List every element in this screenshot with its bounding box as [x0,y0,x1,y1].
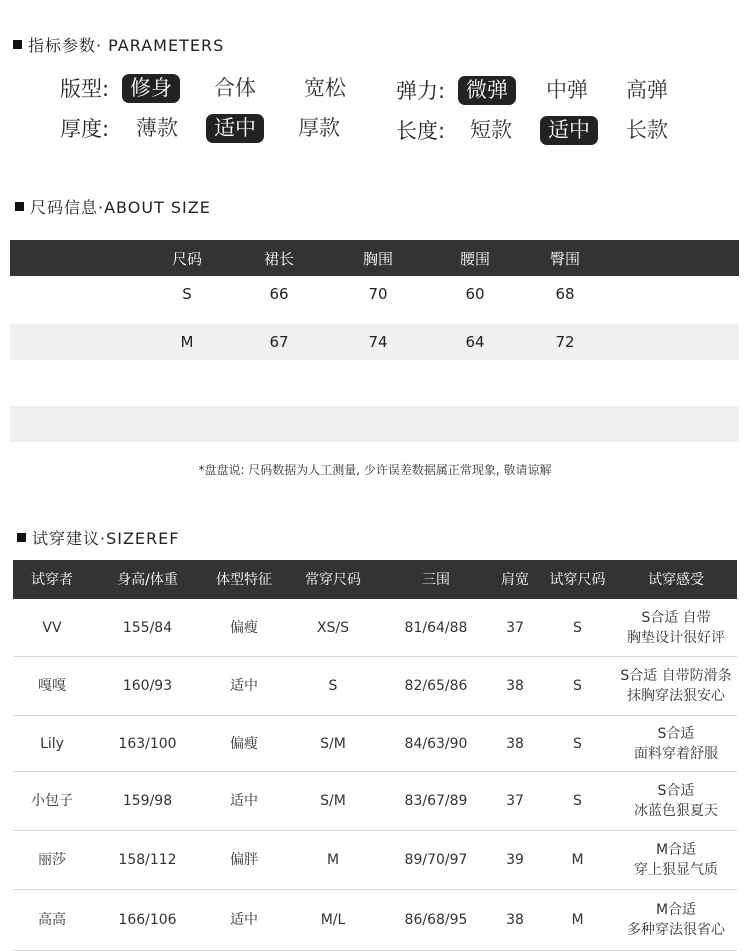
fit-feeling-line: 胸垫设计很好评 [627,629,725,646]
param-option: 长款 [626,117,668,142]
body-type: 偏胖 [230,852,258,868]
tried-size: M [571,912,584,928]
sizeref-header-cell: 三围 [422,571,450,588]
size-table-header-cell: 裙长 [263,249,294,268]
size-table-empty-row [10,360,739,406]
param-row-length [396,115,696,145]
measurements: 83/67/89 [404,793,468,809]
tried-size: S [573,619,582,636]
tried-size: M [571,852,584,868]
sizeref-row [13,890,737,951]
size-note: *盘盘说: 尺码数据为人工测量, 少许误差数据属正常现象, 敬请谅解 [198,463,552,477]
size-table-cell: 66 [269,285,289,303]
param-option-selected: 微弹 [458,76,516,105]
sizeref-row [13,657,737,716]
size-table-header [10,240,739,276]
height-weight: 155/84 [122,619,173,636]
size-table-cell: 60 [465,285,485,303]
usual-size: S/M [320,793,346,809]
sizeref-header-cell: 身高/体重 [117,571,178,588]
fit-feeling [615,900,737,940]
sizeref-table [13,560,737,951]
fit-feeling-line: M合适 [655,902,697,918]
height-weight: 163/100 [118,735,177,752]
sizeref-header-cell: 试穿尺码 [549,571,606,588]
height-weight: 159/98 [122,793,173,809]
body-type: 偏瘦 [230,735,258,752]
usual-size: S/M [320,735,346,752]
param-label: 厚度: [60,117,110,141]
sizeref-header-cell: 体型特征 [216,571,272,588]
shoulder-width: 38 [506,678,524,694]
fit-feeling-line: 多种穿法很省心 [627,922,725,938]
parameters-title: 指标参数· PARAMETERS [13,33,224,56]
fit-feeling [615,666,737,706]
height-weight: 166/106 [118,912,177,928]
measurements: 89/70/97 [404,852,468,868]
tester-name: 小包子 [31,793,73,809]
param-option: 合体 [214,75,256,100]
body-type: 适中 [230,912,258,928]
tester-name: Lily [40,735,64,752]
tried-size: S [573,678,582,694]
fit-feeling [615,840,737,880]
size-table-row [10,324,739,360]
param-option: 厚款 [298,115,340,140]
measurements: 82/65/86 [404,678,468,694]
fit-feeling-line: S合适 [657,783,695,799]
shoulder-width: 38 [506,912,524,928]
size-table-cell: 72 [555,333,575,351]
bullet-square-icon [17,533,26,542]
size-table-cell: S [182,285,192,303]
size-table-cell: M [180,333,194,351]
sizeref-row [13,716,737,772]
size-table-header-cell: 尺码 [171,249,202,268]
shoulder-width: 39 [506,852,524,868]
size-info-title: 尺码信息·ABOUT SIZE [15,195,211,218]
sizeref-row [13,831,737,890]
usual-size: M [326,852,340,868]
usual-size: M/L [320,912,346,928]
body-type: 适中 [230,793,258,809]
tried-size: S [573,793,582,809]
size-table-cell: 70 [368,285,388,303]
tester-name: 高高 [38,912,66,928]
fit-feeling [615,724,737,764]
fit-feeling-line: M合适 [655,842,697,858]
fit-feeling-line: S合适 自带防滑条 [620,668,732,684]
bullet-square-icon [13,40,22,49]
fit-feeling-line: 抹胸穿法狠安心 [627,688,725,704]
sizeref-header-cell: 试穿感受 [648,571,704,588]
fit-feeling [615,781,737,821]
param-option: 高弹 [626,77,668,102]
param-row-thickness [60,113,368,143]
sizeref-table-header [13,560,737,599]
usual-size: XS/S [316,619,350,636]
size-table-cell: 67 [269,333,289,351]
size-table-empty-row [10,406,739,442]
param-label: 长度: [396,119,446,143]
height-weight: 158/112 [118,852,177,868]
param-option: 宽松 [304,75,346,100]
size-table-cell: 74 [368,333,388,351]
tester-name: VV [42,619,62,636]
param-label: 弹力: [396,79,446,103]
tester-name: 丽莎 [38,852,66,868]
size-table-header-cell: 腰围 [459,249,490,268]
height-weight: 160/93 [122,678,173,694]
body-type: 偏瘦 [230,619,258,636]
usual-size: S [328,678,338,694]
fit-feeling [615,608,737,648]
size-table-header-cell: 臀围 [549,249,580,268]
sizeref-header-cell: 肩宽 [501,571,529,588]
size-table-row [10,276,739,312]
param-row-elasticity [396,75,696,105]
shoulder-width: 38 [506,735,524,752]
shoulder-width: 37 [506,793,524,809]
param-option: 薄款 [136,115,178,140]
body-type: 适中 [230,678,258,694]
measurements: 84/63/90 [404,735,468,752]
fit-feeling-line: 面料穿着舒服 [634,745,718,762]
size-table-cell: 68 [555,285,575,303]
size-table [10,240,739,442]
fit-feeling-line: S合适 自带 [641,609,711,626]
param-option: 短款 [470,117,512,142]
param-option-selected: 适中 [206,114,264,143]
param-label: 版型: [60,77,110,101]
bullet-square-icon [15,202,24,211]
tester-name: 嘎嘎 [38,678,66,694]
param-option: 中弹 [546,77,588,102]
param-option-selected: 适中 [540,116,598,145]
fit-feeling-line: S合适 [657,725,695,742]
size-table-header-cell: 胸围 [362,249,393,268]
sizeref-row [13,772,737,831]
tried-size: S [573,735,582,752]
param-option-selected: 修身 [122,74,180,103]
sizeref-header-cell: 常穿尺码 [305,571,361,588]
fit-feeling-line: 穿上狠显气质 [634,862,718,878]
shoulder-width: 37 [506,619,524,636]
fit-feeling-line: 冰蓝色狠夏天 [634,803,718,819]
sizeref-row [13,599,737,657]
sizeref-header-cell: 试穿者 [31,571,73,588]
param-row-fit [60,73,374,103]
size-table-cell: 64 [465,333,485,351]
measurements: 81/64/88 [404,619,468,636]
measurements: 86/68/95 [404,912,468,928]
sizeref-title: 试穿建议·SIZEREF [17,526,179,549]
